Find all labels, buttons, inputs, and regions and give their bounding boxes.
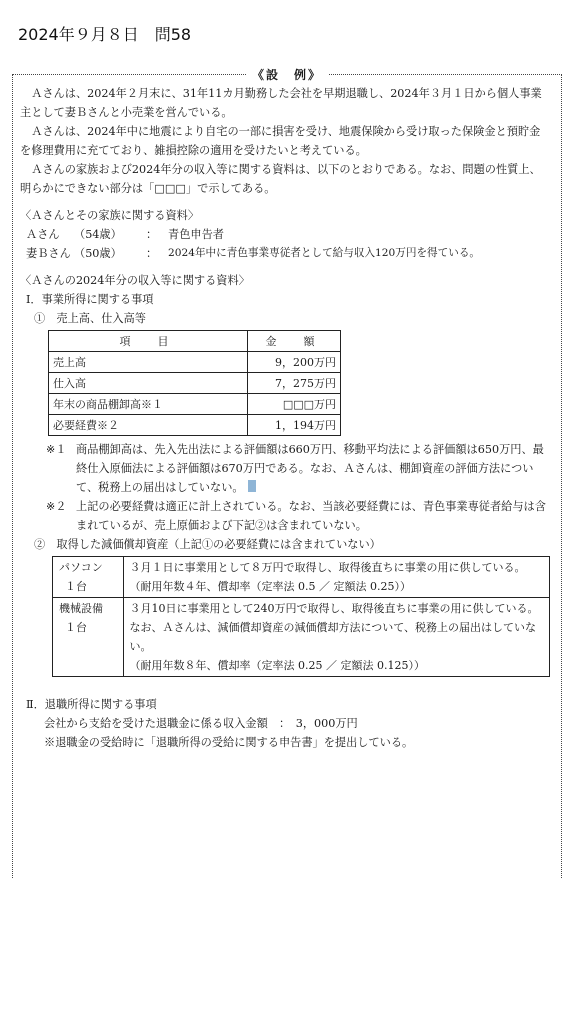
asset-count: １台 (65, 621, 87, 634)
asset-count: １台 (65, 580, 87, 593)
intro-paragraph: Ａさんは、2024年中に地震により自宅の一部に損害を受け、地震保険から受け取った保険金と預貯金を修理費用に充てており、雑損控除の適用を受けたいと考えている。 (20, 125, 541, 157)
family-name: 妻Ｂさん (26, 247, 71, 260)
amount-cell: 1，194万円 (248, 415, 341, 436)
table-header: 項 目 (49, 331, 248, 352)
family-heading: 〈Ａさんとその家族に関する資料〉 (20, 209, 200, 222)
item-cell: 仕入高 (49, 373, 248, 394)
family-age: （50歳） (74, 247, 122, 260)
table-row (53, 557, 550, 598)
asset-name: 機械設備 (59, 602, 103, 615)
text-cursor-mark (248, 480, 256, 492)
table-header: 金 額 (248, 331, 341, 352)
family-row (20, 225, 550, 244)
asset-desc-cell (123, 598, 550, 677)
note-text: 商品棚卸高は、先入先出法による評価額は660万円、移動平均法による評価額は650万円、最終仕入原価法による評価額は670万円である。なお、Ａさんは、棚卸資産の評価方法について、税務上の届出はしていない。 (76, 443, 544, 494)
table-row (49, 373, 341, 394)
family-sep: ： (146, 228, 158, 241)
asset-cell (53, 557, 124, 598)
asset-rate: （耐用年数４年、償却率（定率法 0.5 ／ 定額法 0.25）） (129, 580, 411, 593)
asset-name: パソコン (59, 561, 103, 574)
retirement-heading: Ⅱ．退職所得に関する事項 (26, 698, 157, 711)
intro-paragraph: Ａさんの家族および2024年分の収入等に関する資料は、以下のとおりである。なお、問題の性質上、明らかにできない部分は「□□□」で示してある。 (20, 163, 541, 195)
asset-rate: （耐用年数８年、償却率（定率法 0.25 ／ 定額法 0.125）） (129, 659, 425, 672)
intro-paragraph: Ａさんは、2024年２月末に、31年11カ月勤務した会社を早期退職し、2024年３月１日から個人事業主として妻Ｂさんと小売業を営んでいる。 (20, 87, 542, 119)
depreciation-heading: ② 取得した減価償却資産（上記①の必要経費には含まれていない） (34, 538, 381, 551)
table-row (49, 394, 341, 415)
amount-cell: □□□万円 (248, 394, 341, 415)
amount-cell: 9，200万円 (248, 352, 341, 373)
item-cell: 必要経費※２ (49, 415, 248, 436)
note-mark: ※１ (46, 443, 67, 456)
asset-desc-cell (123, 557, 550, 598)
retirement-note: ※退職金の受給時に「退職所得の受給に関する申告書」を提出している。 (44, 736, 414, 749)
table-row (53, 598, 550, 677)
asset-desc: ３月１日に事業用として８万円で取得し、取得後直ちに事業の用に供している。 (129, 561, 526, 574)
depreciation-table (52, 556, 550, 677)
sales-table (48, 330, 341, 436)
family-desc: 青色申告者 (168, 228, 224, 241)
amount-cell: 7，275万円 (248, 373, 341, 394)
section-title: 《設 例》 (246, 66, 328, 83)
item-cell: 売上高 (49, 352, 248, 373)
case-content (20, 84, 550, 752)
retirement-amount: 会社から支給を受けた退職金に係る収入金額 ： 3，000万円 (44, 717, 358, 730)
note-2 (20, 497, 550, 535)
family-desc: 2024年中に青色事業専従者として給与収入120万円を得ている。 (168, 247, 481, 259)
family-age: （54歳） (74, 228, 122, 241)
note-1 (20, 440, 550, 497)
note-mark: ※２ (46, 500, 67, 513)
family-sep: ： (146, 247, 158, 260)
item-cell: 年末の商品棚卸高※１ (49, 394, 248, 415)
page-header: 2024年９月８日 問58 (18, 25, 192, 44)
table-row (49, 352, 341, 373)
business-heading: Ⅰ．事業所得に関する事項 (26, 293, 154, 306)
family-row (20, 244, 550, 263)
table-row (49, 415, 341, 436)
asset-desc: ３月10日に事業用として240万円で取得し、取得後直ちに事業の用に供している。なお、Ａさんは、減価償却資産の減価償却方法について、税務上の届出はしていない。 (129, 602, 539, 653)
income-heading: 〈Ａさんの2024年分の収入等に関する資料〉 (20, 274, 250, 287)
asset-cell (53, 598, 124, 677)
note-text: 上記の必要経費は適正に計上されている。なお、当該必要経費には、青色事業専従者給与は含まれているが、売上原価および下記②は含まれていない。 (76, 500, 546, 532)
family-name: Ａさん (26, 228, 60, 241)
sales-heading: ① 売上高、仕入高等 (34, 312, 146, 325)
